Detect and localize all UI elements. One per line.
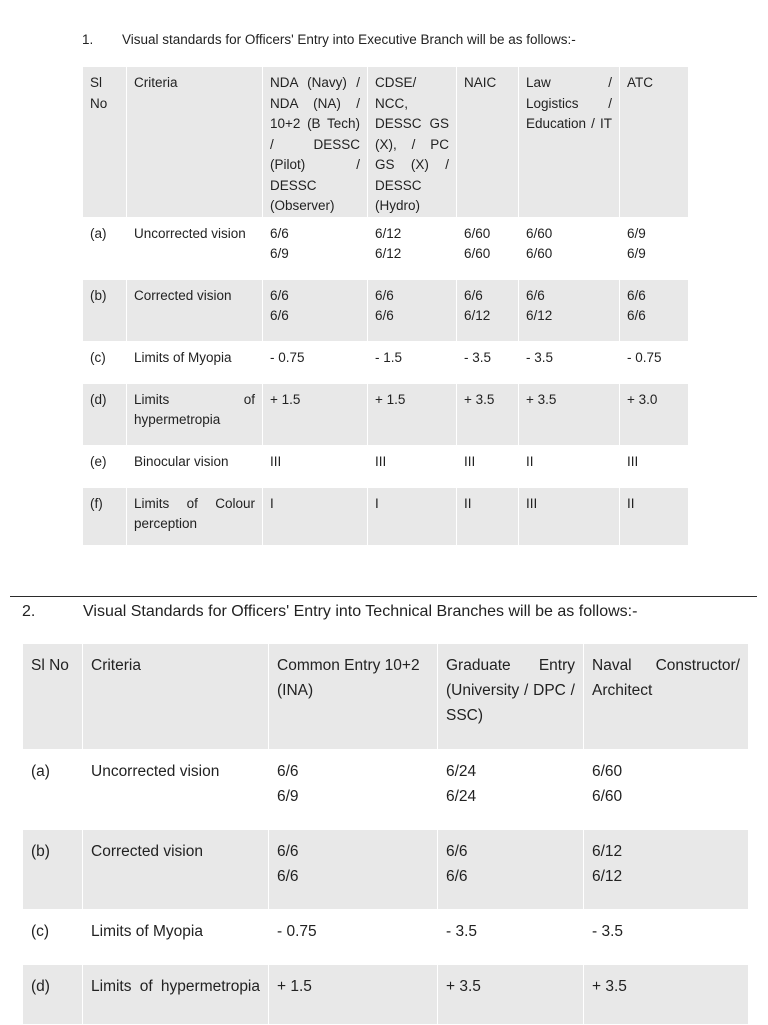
row-sl: (d) bbox=[23, 965, 83, 1025]
row-value: - 0.75 bbox=[269, 910, 438, 965]
section-2-number: 2. bbox=[22, 603, 36, 620]
row-value: + 1.5 bbox=[368, 383, 457, 445]
header-naic: NAIC bbox=[457, 67, 519, 218]
row-value bbox=[620, 279, 689, 341]
row-value-line: 6/9 bbox=[277, 788, 299, 805]
table-row bbox=[23, 910, 749, 965]
row-value: + 3.5 bbox=[457, 383, 519, 445]
row-value: + 3.0 bbox=[620, 383, 689, 445]
row-sl: (f) bbox=[83, 487, 127, 545]
header-sl-no: Sl No bbox=[23, 644, 83, 750]
row-value-line: 6/6 bbox=[270, 225, 289, 241]
header-nda: NDA (Navy) / NDA (NA) / 10+2 (B Tech) / DESSC (Pilot) / DESSC (Observer) bbox=[263, 67, 368, 218]
row-value-line: 6/6 bbox=[277, 868, 299, 885]
row-sl: (a) bbox=[23, 750, 83, 830]
row-value bbox=[620, 217, 689, 279]
table-row bbox=[23, 965, 749, 1025]
row-value: + 3.5 bbox=[519, 383, 620, 445]
row-value: + 1.5 bbox=[269, 965, 438, 1025]
row-value: - 3.5 bbox=[438, 910, 584, 965]
row-value bbox=[519, 217, 620, 279]
row-value-line: 6/6 bbox=[270, 287, 289, 303]
technical-branches-vision-table bbox=[22, 643, 749, 1025]
section-1-number: 1. bbox=[82, 32, 94, 47]
row-value-line: 6/9 bbox=[270, 246, 289, 261]
row-criteria: Limits of hypermetropia bbox=[83, 965, 269, 1025]
row-value bbox=[263, 217, 368, 279]
table-row bbox=[23, 830, 749, 910]
row-value: III bbox=[368, 445, 457, 487]
row-value-line: 6/6 bbox=[375, 287, 394, 303]
row-value bbox=[584, 830, 749, 910]
row-sl: (b) bbox=[83, 279, 127, 341]
header-atc: ATC bbox=[620, 67, 689, 218]
header-criteria: Criteria bbox=[83, 644, 269, 750]
row-value-line: 6/60 bbox=[592, 763, 623, 780]
row-value-line: 6/12 bbox=[464, 308, 491, 323]
row-value bbox=[269, 750, 438, 830]
row-value: III bbox=[457, 445, 519, 487]
table-header-row bbox=[83, 67, 689, 218]
row-value: II bbox=[457, 487, 519, 545]
row-criteria: Uncorrected vision bbox=[83, 750, 269, 830]
row-sl: (c) bbox=[23, 910, 83, 965]
row-sl: (a) bbox=[83, 217, 127, 279]
row-value-line: 6/12 bbox=[592, 868, 623, 885]
row-value: III bbox=[263, 445, 368, 487]
row-value bbox=[457, 217, 519, 279]
row-value-line: 6/9 bbox=[627, 246, 646, 261]
header-cdse: CDSE/ NCC, DESSC GS (X), / PC GS (X) / DESSC (Hydro) bbox=[368, 67, 457, 218]
header-law-logistics: Law / Logistics / Education / IT bbox=[519, 67, 620, 218]
row-value-line: 6/6 bbox=[627, 308, 646, 323]
row-value-line: 6/12 bbox=[526, 308, 553, 323]
row-value: + 3.5 bbox=[438, 965, 584, 1025]
table-row bbox=[83, 383, 689, 445]
row-value-line: 6/12 bbox=[375, 246, 402, 261]
row-value: I bbox=[368, 487, 457, 545]
row-value-line: 6/60 bbox=[592, 788, 623, 805]
row-sl: (c) bbox=[83, 341, 127, 383]
row-value-line: 6/9 bbox=[627, 225, 646, 241]
table-row bbox=[83, 445, 689, 487]
section-2-heading-text: Visual Standards for Officers' Entry into Technical Branches will be as follows:- bbox=[83, 603, 638, 620]
row-value-line: 6/24 bbox=[446, 763, 477, 780]
table-row bbox=[83, 487, 689, 545]
table-header-row bbox=[23, 644, 749, 750]
header-common-entry: Common Entry 10+2 (INA) bbox=[269, 644, 438, 750]
row-value bbox=[519, 279, 620, 341]
row-value: + 3.5 bbox=[584, 965, 749, 1025]
row-criteria: Corrected vision bbox=[127, 279, 263, 341]
row-criteria: Binocular vision bbox=[127, 445, 263, 487]
section-divider bbox=[10, 596, 757, 597]
row-value-line: 6/6 bbox=[446, 868, 468, 885]
row-criteria: Limits of Myopia bbox=[127, 341, 263, 383]
header-criteria: Criteria bbox=[127, 67, 263, 218]
row-value-line: 6/6 bbox=[526, 287, 545, 303]
row-sl: (d) bbox=[83, 383, 127, 445]
table-row bbox=[23, 750, 749, 830]
row-value-line: 6/60 bbox=[464, 246, 491, 261]
row-value-line: 6/6 bbox=[277, 843, 299, 860]
row-value: III bbox=[519, 487, 620, 545]
row-value-line: 6/60 bbox=[464, 225, 491, 241]
row-value bbox=[368, 279, 457, 341]
row-value: - 3.5 bbox=[519, 341, 620, 383]
row-value: - 1.5 bbox=[368, 341, 457, 383]
row-value: III bbox=[620, 445, 689, 487]
row-value: - 0.75 bbox=[263, 341, 368, 383]
row-value bbox=[269, 830, 438, 910]
row-value-line: 6/6 bbox=[270, 308, 289, 323]
row-value-line: 6/6 bbox=[277, 763, 299, 780]
row-value bbox=[457, 279, 519, 341]
row-value-line: 6/24 bbox=[446, 788, 477, 805]
row-sl: (e) bbox=[83, 445, 127, 487]
row-value bbox=[438, 830, 584, 910]
table-row bbox=[83, 341, 689, 383]
row-value-line: 6/12 bbox=[375, 225, 402, 241]
row-criteria: Limits of hypermetropia bbox=[127, 383, 263, 445]
row-criteria: Limits of Colour perception bbox=[127, 487, 263, 545]
row-criteria: Uncorrected vision bbox=[127, 217, 263, 279]
row-value: I bbox=[263, 487, 368, 545]
section-1-heading bbox=[82, 32, 576, 47]
row-value: + 1.5 bbox=[263, 383, 368, 445]
header-graduate-entry: Graduate Entry (University / DPC / SSC) bbox=[438, 644, 584, 750]
row-value-line: 6/6 bbox=[446, 843, 468, 860]
row-value-line: 6/6 bbox=[375, 308, 394, 323]
row-value bbox=[263, 279, 368, 341]
section-1-heading-text: Visual standards for Officers' Entry into Executive Branch will be as follows:- bbox=[122, 32, 576, 47]
row-sl: (b) bbox=[23, 830, 83, 910]
executive-branch-vision-table bbox=[82, 66, 689, 546]
row-criteria: Corrected vision bbox=[83, 830, 269, 910]
table-row bbox=[83, 279, 689, 341]
header-sl-no: Sl No bbox=[83, 67, 127, 218]
row-value: - 3.5 bbox=[584, 910, 749, 965]
row-value-line: 6/60 bbox=[526, 246, 553, 261]
section-2-heading bbox=[22, 603, 637, 621]
row-value-line: 6/6 bbox=[464, 287, 483, 303]
row-criteria: Limits of Myopia bbox=[83, 910, 269, 965]
row-value-line: 6/60 bbox=[526, 225, 553, 241]
row-value: II bbox=[620, 487, 689, 545]
header-naval-constructor: Naval Constructor/ Architect bbox=[584, 644, 749, 750]
row-value-line: 6/6 bbox=[627, 287, 646, 303]
row-value bbox=[438, 750, 584, 830]
row-value: - 0.75 bbox=[620, 341, 689, 383]
row-value: II bbox=[519, 445, 620, 487]
table-row bbox=[83, 217, 689, 279]
row-value: - 3.5 bbox=[457, 341, 519, 383]
row-value bbox=[368, 217, 457, 279]
row-value-line: 6/12 bbox=[592, 843, 623, 860]
row-value bbox=[584, 750, 749, 830]
